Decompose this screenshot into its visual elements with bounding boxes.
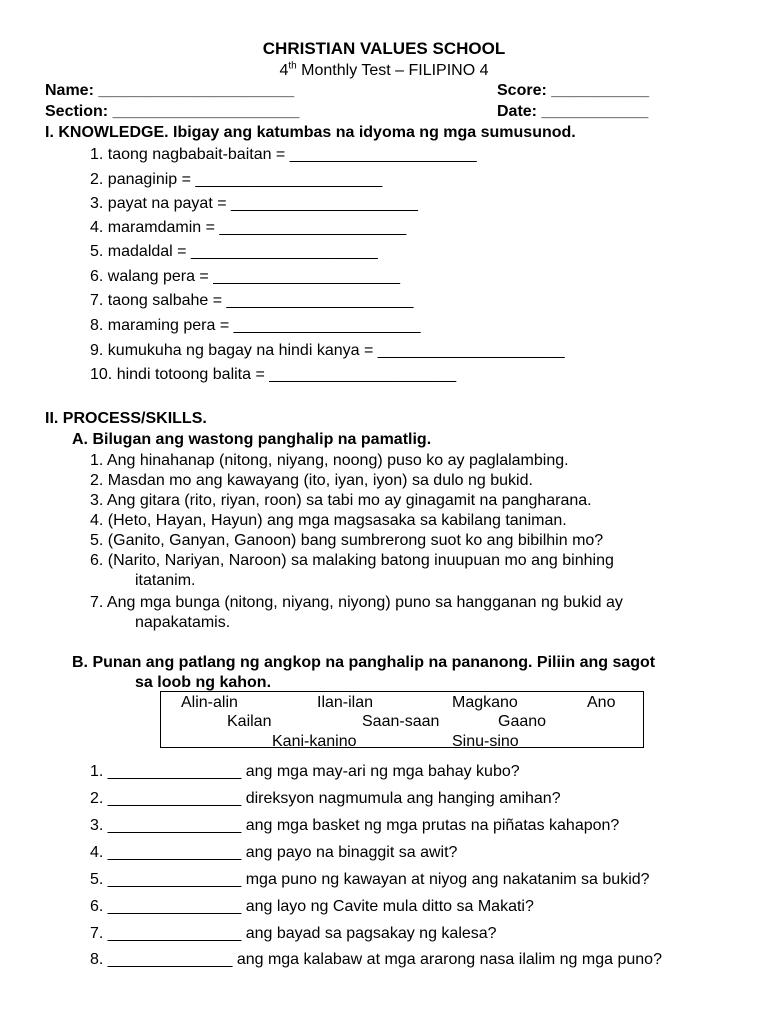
part1-item[interactable]: 6. walang pera = _____________________ bbox=[90, 268, 401, 285]
score-field[interactable]: Score: ___________ bbox=[497, 82, 650, 99]
part1-item[interactable]: 8. maraming pera = _____________________ bbox=[90, 317, 421, 334]
choice-word: Ilan-ilan bbox=[317, 694, 374, 711]
part1-item[interactable]: 4. maramdamin = _____________________ bbox=[90, 219, 407, 236]
part2b-item[interactable]: 8. ______________ ang mga kalabaw at mga ararong nasa ilalim ng mga puno? bbox=[90, 951, 662, 968]
part2b-item[interactable]: 6. _______________ ang layo ng Cavite mula ditto sa Makati? bbox=[90, 898, 534, 915]
part1-item[interactable]: 10. hindi totoong balita = _____________________ bbox=[90, 366, 457, 383]
part2b-item[interactable]: 2. _______________ direksyon nagmumula ang hanging amihan? bbox=[90, 790, 561, 807]
part2a-item[interactable]: 3. Ang gitara (rito, riyan, roon) sa tabi mo ay ginagamit na pangharana. bbox=[90, 492, 592, 509]
part2a-item-continuation: itatanim. bbox=[135, 572, 196, 589]
part2-title: II. PROCESS/SKILLS. bbox=[45, 410, 207, 427]
part2b-item[interactable]: 5. _______________ mga puno ng kawayan at niyog ang nakatanim sa bukid? bbox=[90, 871, 650, 888]
test-title-sup: th bbox=[288, 60, 297, 72]
word-choice-box bbox=[160, 691, 644, 748]
choice-word: Saan-saan bbox=[362, 713, 440, 730]
test-title-number: 4 bbox=[279, 62, 289, 79]
name-field[interactable]: Name: ______________________ bbox=[45, 82, 295, 99]
part2b-item[interactable]: 7. _______________ ang bayad sa pagsakay ng kalesa? bbox=[90, 925, 497, 942]
section-field[interactable]: Section: _____________________ bbox=[45, 103, 300, 120]
part1-item[interactable]: 7. taong salbahe = _____________________ bbox=[90, 292, 414, 309]
part2b-item[interactable]: 1. _______________ ang mga may-ari ng mga bahay kubo? bbox=[90, 763, 520, 780]
part2a-item[interactable]: 5. (Ganito, Ganyan, Ganoon) bang sumbrerong suot ko ang bibilhin mo? bbox=[90, 532, 604, 549]
part2a-title: A. Bilugan ang wastong panghalip na pamatlig. bbox=[72, 431, 432, 448]
choice-word: Ano bbox=[587, 694, 616, 711]
choice-word: Gaano bbox=[498, 713, 547, 730]
part2a-item[interactable]: 2. Masdan mo ang kawayang (ito, iyan, iyon) sa dulo ng bukid. bbox=[90, 472, 533, 489]
part1-item[interactable]: 9. kumukuha ng bagay na hindi kanya = _____________________ bbox=[90, 342, 565, 359]
part2b-item[interactable]: 3. _______________ ang mga basket ng mga prutas na piñatas kahapon? bbox=[90, 817, 620, 834]
choice-word: Magkano bbox=[452, 694, 518, 711]
part1-item[interactable]: 1. taong nagbabait-baitan = _____________________ bbox=[90, 146, 477, 163]
part2a-item[interactable]: 7. Ang mga bunga (nitong, niyang, niyong) puno sa hangganan ng bukid ay bbox=[90, 594, 623, 611]
part1-item[interactable]: 2. panaginip = _____________________ bbox=[90, 171, 383, 188]
choice-word: Kailan bbox=[227, 713, 272, 730]
part2a-item-continuation: napakatamis. bbox=[135, 614, 231, 631]
part2b-title-line2: sa loob ng kahon. bbox=[135, 674, 272, 691]
part2a-item[interactable]: 4. (Heto, Hayan, Hayun) ang mga magsasaka sa kabilang taniman. bbox=[90, 512, 567, 529]
date-field[interactable]: Date: ____________ bbox=[497, 103, 649, 120]
part2a-item[interactable]: 6. (Narito, Nariyan, Naroon) sa malaking batong inuupuan mo ang binhing bbox=[90, 552, 614, 569]
part2a-item[interactable]: 1. Ang hinahanap (nitong, niyang, noong) puso ko ay paglalambing. bbox=[90, 452, 569, 469]
test-title-rest: Monthly Test – FILIPINO 4 bbox=[296, 62, 489, 79]
choice-word: Sinu-sino bbox=[452, 733, 519, 750]
part1-title: I. KNOWLEDGE. Ibigay ang katumbas na idyoma ng mga sumusunod. bbox=[45, 124, 576, 141]
part2b-item[interactable]: 4. _______________ ang payo na binaggit sa awit? bbox=[90, 844, 458, 861]
choice-word: Kani-kanino bbox=[272, 733, 357, 750]
school-name: CHRISTIAN VALUES SCHOOL bbox=[262, 39, 506, 58]
part1-item[interactable]: 3. payat na payat = _____________________ bbox=[90, 195, 418, 212]
part1-item[interactable]: 5. madaldal = _____________________ bbox=[90, 243, 378, 260]
test-title bbox=[0, 61, 768, 81]
choice-word: Alin-alin bbox=[181, 694, 238, 711]
part2b-title: B. Punan ang patlang ng angkop na panghalip na pananong. Piliin ang sagot bbox=[72, 654, 656, 671]
